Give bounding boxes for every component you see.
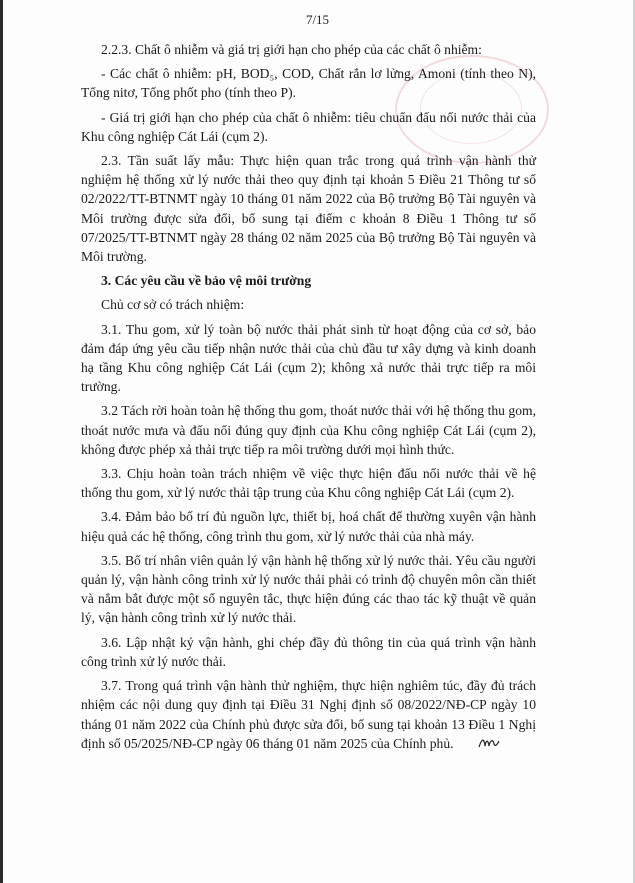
section-3-5: 3.5. Bố trí nhân viên quản lý vận hành hệ thống xử lý nước thải. Yêu cầu người quản lý, vận hành công trình xử lý nước thải phải có trình độ chuyên môn cần thiết và nắm bắt được một số nguyên tắc, thực hiện đúng các thao tác kỹ thuật về quản lý, vận hành công trình xử lý nước thải. bbox=[81, 552, 536, 626]
pollutants-list: - Các chất ô nhiễm: pH, BOD₅, COD, Chất rắn lơ lửng, Amoni (tính theo N), Tổng nitơ, Tổng phốt pho (tính theo P). bbox=[81, 66, 536, 101]
limit-values: - Giá trị giới hạn cho phép của chất ô nhiễm: tiêu chuẩn đấu nối nước thải của Khu công nghiệp Cát Lái (cụm 2). bbox=[81, 109, 536, 144]
section-3-7: 3.7. Trong quá trình vận hành thử nghiệm, thực hiện nghiêm túc, đầy đủ trách nhiệm các nội dung quy định tại Điều 31 Nghị định số 08/2022/NĐ-CP ngày 10 tháng 01 năm 2022 của Chính phủ được sửa đổi, bổ sung tại khoản 13 Điều 1 Nghị định số 05/2025/NĐ-CP ngày 06 tháng 01 năm 2025 của Chính phủ. bbox=[81, 678, 536, 751]
section-3-4: 3.4. Đảm bảo bố trí đủ nguồn lực, thiết bị, hoá chất để thường xuyên vận hành hiệu quả các hệ thống, công trình thu gom, xử lý nước thải của nhà máy. bbox=[81, 509, 536, 544]
section-2-2-3: 2.2.3. Chất ô nhiễm và giá trị giới hạn cho phép của các chất ô nhiễm: bbox=[101, 42, 482, 57]
page-number: 7/15 bbox=[305, 12, 330, 27]
section-3-7-wrapper bbox=[81, 676, 536, 755]
initial-signature bbox=[458, 736, 500, 755]
section-3-3: 3.3. Chịu hoàn toàn trách nhiệm về việc thực hiện đấu nối nước thải về hệ thống thu gom, xử lý nước thải tập trung của Khu công nghiệp Cát Lái (cụm 2). bbox=[81, 466, 536, 501]
section-2-3: 2.3. Tần suất lấy mẫu: Thực hiện quan trắc trong quá trình vận hành thử nghiệm hệ thống xử lý nước thải theo quy định tại khoản 5 Điều 21 Thông tư số 02/2022/TT-BTNMT ngày 10 tháng 01 năm 2022 của Bộ trưởng Bộ Tài nguyên và Môi trường được sửa đổi, bổ sung tại điểm c khoản 8 Điều 1 Thông tư số 07/2025/TT-BTNMT ngày 28 tháng 02 năm 2025 của Bộ trưởng Bộ Tài nguyên và Môi trường. bbox=[81, 153, 536, 265]
document-body bbox=[81, 40, 536, 760]
owner-responsibility: Chủ cơ sở có trách nhiệm: bbox=[101, 297, 245, 313]
section-3-heading: 3. Các yêu cầu về bảo vệ môi trường bbox=[101, 273, 312, 289]
scan-edge-left bbox=[0, 0, 3, 883]
section-3-1: 3.1. Thu gom, xử lý toàn bộ nước thải phát sinh từ hoạt động của cơ sở, bảo đảm đáp ứng yêu cầu tiếp nhận nước thải của chủ đầu tư xây dựng và kinh doanh hạ tầng Khu công nghiệp Cát Lái (cụm 2); không xả nước thải trực tiếp ra môi trường. bbox=[81, 321, 536, 395]
section-3-6: 3.6. Lập nhật ký vận hành, ghi chép đầy đủ thông tin của quá trình vận hành công trình xử lý nước thải. bbox=[81, 634, 536, 669]
section-3-2: 3.2 Tách rời hoàn toàn hệ thống thu gom, thoát nước thải với hệ thống thu gom, thoát nước mưa và đấu nối đúng quy định của Khu công nghiệp Cát Lái (cụm 2), không được phép xả thải trực tiếp ra môi trường dưới mọi hình thức. bbox=[81, 403, 536, 457]
